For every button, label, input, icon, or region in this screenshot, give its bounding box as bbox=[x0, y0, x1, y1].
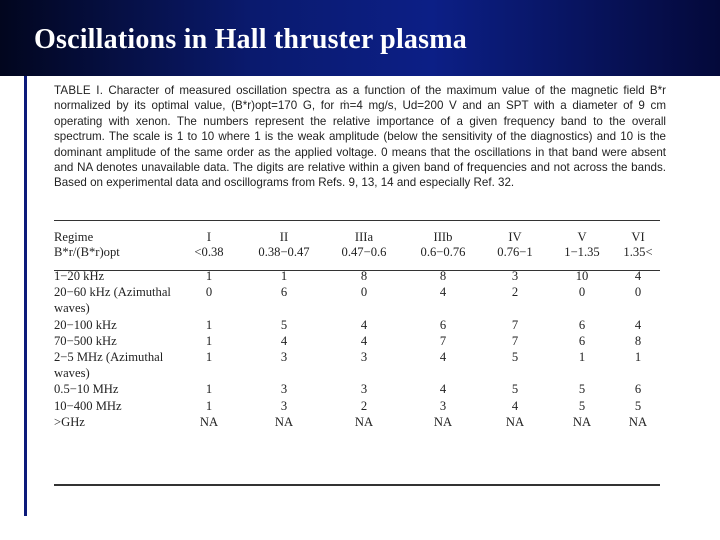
header-regime-name: V bbox=[577, 230, 587, 244]
amplitude-value: 4 bbox=[439, 285, 447, 300]
frequency-band: 2−5 MHz (Azimuthal waves) bbox=[54, 350, 164, 381]
amplitude-value: 0 bbox=[205, 285, 213, 300]
amplitude-value: 1 bbox=[205, 333, 213, 348]
amplitude-value: 8 bbox=[634, 333, 642, 348]
amplitude-value: NA bbox=[199, 414, 219, 429]
amplitude-value: 6 bbox=[280, 285, 288, 300]
amplitude-value: 7 bbox=[511, 317, 519, 332]
amplitude-value: 1 bbox=[205, 317, 213, 332]
amplitude-value: 1 bbox=[205, 269, 213, 283]
amplitude-value: 8 bbox=[439, 269, 447, 283]
amplitude-value: 3 bbox=[280, 398, 288, 413]
table-row bbox=[54, 398, 660, 414]
amplitude-value: NA bbox=[433, 414, 453, 429]
table-row bbox=[54, 263, 660, 284]
frequency-band: 70−500 kHz bbox=[54, 333, 117, 348]
table-label: TABLE I. bbox=[54, 84, 104, 97]
amplitude-value: 7 bbox=[439, 333, 447, 348]
amplitude-value: 6 bbox=[578, 333, 586, 348]
header-regime-name: IIIa bbox=[354, 230, 374, 244]
amplitude-value: 3 bbox=[280, 350, 288, 365]
table-top-rule bbox=[54, 220, 660, 221]
amplitude-value: NA bbox=[505, 414, 525, 429]
amplitude-value: 2 bbox=[511, 285, 519, 300]
table-bottom-rule bbox=[54, 484, 660, 486]
header-field-ratio: B*r/(B*r)opt bbox=[54, 245, 120, 259]
header-regime-range: <0.38 bbox=[194, 245, 224, 259]
header-regime-range: 1−1.35 bbox=[564, 245, 600, 259]
header-regime: Regime bbox=[54, 230, 94, 244]
amplitude-value: 3 bbox=[511, 269, 519, 283]
amplitude-value: 5 bbox=[511, 350, 519, 365]
amplitude-value: 1 bbox=[205, 350, 213, 365]
frequency-band: 20−60 kHz (Azimuthal waves) bbox=[54, 285, 171, 316]
amplitude-value: 1 bbox=[280, 269, 288, 283]
header-regime-range: 0.38−0.47 bbox=[258, 245, 310, 259]
caption-text: Character of measured oscillation spectra as a function of the maximum value of the magnetic field B*r normalized by its optimal value, (B*r)opt=170 G, for ṁ=4 mg/s, Ud=200 V and an SPT with a diameter of 9 cm operating with xenon. The numbers represent the relative importance of a given frequency band to the overall spectrum. The scale is 1 to 10 where 1 is the weak amplitude (below the sensitivity of the diagnostics) and 10 is the dominant amplitude of the same order as the applied voltage. 0 means that the oscillations in that band were absent and NA denotes unavailable data. The digits are relative within a given band of frequencies and not across the bands. Based on experimental data and oscillograms from Refs. 9, 13, 14 and especially Ref. 32. bbox=[54, 84, 666, 190]
amplitude-value: 7 bbox=[511, 333, 519, 348]
frequency-band: >GHz bbox=[54, 414, 85, 429]
amplitude-value: NA bbox=[572, 414, 592, 429]
header-regime-name: VI bbox=[631, 230, 645, 244]
amplitude-value: 2 bbox=[360, 398, 368, 413]
amplitude-value: NA bbox=[274, 414, 294, 429]
amplitude-value: 3 bbox=[360, 382, 368, 397]
header-regime-name: I bbox=[206, 230, 212, 244]
amplitude-value: 6 bbox=[634, 382, 642, 397]
table-body bbox=[54, 263, 660, 432]
amplitude-value: 10 bbox=[575, 269, 589, 283]
amplitude-value: 4 bbox=[634, 317, 642, 332]
frequency-band: 20−100 kHz bbox=[54, 317, 117, 332]
header-regime-range: 1.35< bbox=[623, 245, 653, 259]
amplitude-value: 5 bbox=[578, 398, 586, 413]
table-row bbox=[54, 349, 660, 381]
amplitude-value: 8 bbox=[360, 269, 368, 283]
slide-title: Oscillations in Hall thruster plasma bbox=[34, 24, 467, 55]
table-row bbox=[54, 414, 660, 432]
amplitude-value: 4 bbox=[360, 317, 368, 332]
amplitude-value: 6 bbox=[439, 317, 447, 332]
frequency-band: 0.5−10 MHz bbox=[54, 382, 119, 397]
header-regime-range: 0.76−1 bbox=[497, 245, 533, 259]
header-regime-name: IV bbox=[508, 230, 522, 244]
amplitude-value: 3 bbox=[360, 350, 368, 365]
amplitude-value: 4 bbox=[511, 398, 519, 413]
amplitude-value: 1 bbox=[578, 350, 586, 365]
amplitude-value: 5 bbox=[280, 317, 288, 332]
amplitude-value: 1 bbox=[205, 382, 213, 397]
header-regime-name: IIIb bbox=[433, 230, 453, 244]
header-regime-name: II bbox=[279, 230, 289, 244]
frequency-band: 10−400 MHz bbox=[54, 398, 122, 413]
table-row bbox=[54, 333, 660, 349]
amplitude-value: 1 bbox=[205, 398, 213, 413]
amplitude-value: 0 bbox=[578, 285, 586, 300]
amplitude-value: 3 bbox=[439, 398, 447, 413]
oscillation-table bbox=[54, 230, 660, 432]
amplitude-value: 6 bbox=[578, 317, 586, 332]
amplitude-value: 4 bbox=[439, 350, 447, 365]
amplitude-value: 3 bbox=[280, 382, 288, 397]
left-accent-rule bbox=[24, 76, 27, 516]
amplitude-value: 0 bbox=[634, 285, 642, 300]
header-row-regime bbox=[54, 230, 660, 244]
table-row bbox=[54, 317, 660, 333]
amplitude-value: 4 bbox=[634, 269, 642, 283]
table-row bbox=[54, 381, 660, 397]
amplitude-value: 4 bbox=[280, 333, 288, 348]
amplitude-value: 0 bbox=[360, 285, 368, 300]
header-regime-range: 0.47−0.6 bbox=[341, 245, 387, 259]
amplitude-value: 1 bbox=[634, 350, 642, 365]
amplitude-value: 5 bbox=[634, 398, 642, 413]
amplitude-value: NA bbox=[628, 414, 648, 429]
title-bar bbox=[0, 0, 720, 76]
amplitude-value: 5 bbox=[511, 382, 519, 397]
amplitude-value: 4 bbox=[439, 382, 447, 397]
header-regime-range: 0.6−0.76 bbox=[420, 245, 466, 259]
amplitude-value: 5 bbox=[578, 382, 586, 397]
table-caption bbox=[54, 83, 666, 191]
table-row bbox=[54, 284, 660, 316]
frequency-band: 1−20 kHz bbox=[54, 269, 105, 283]
amplitude-value: 4 bbox=[360, 333, 368, 348]
amplitude-value: NA bbox=[354, 414, 374, 429]
header-row-range bbox=[54, 244, 660, 263]
